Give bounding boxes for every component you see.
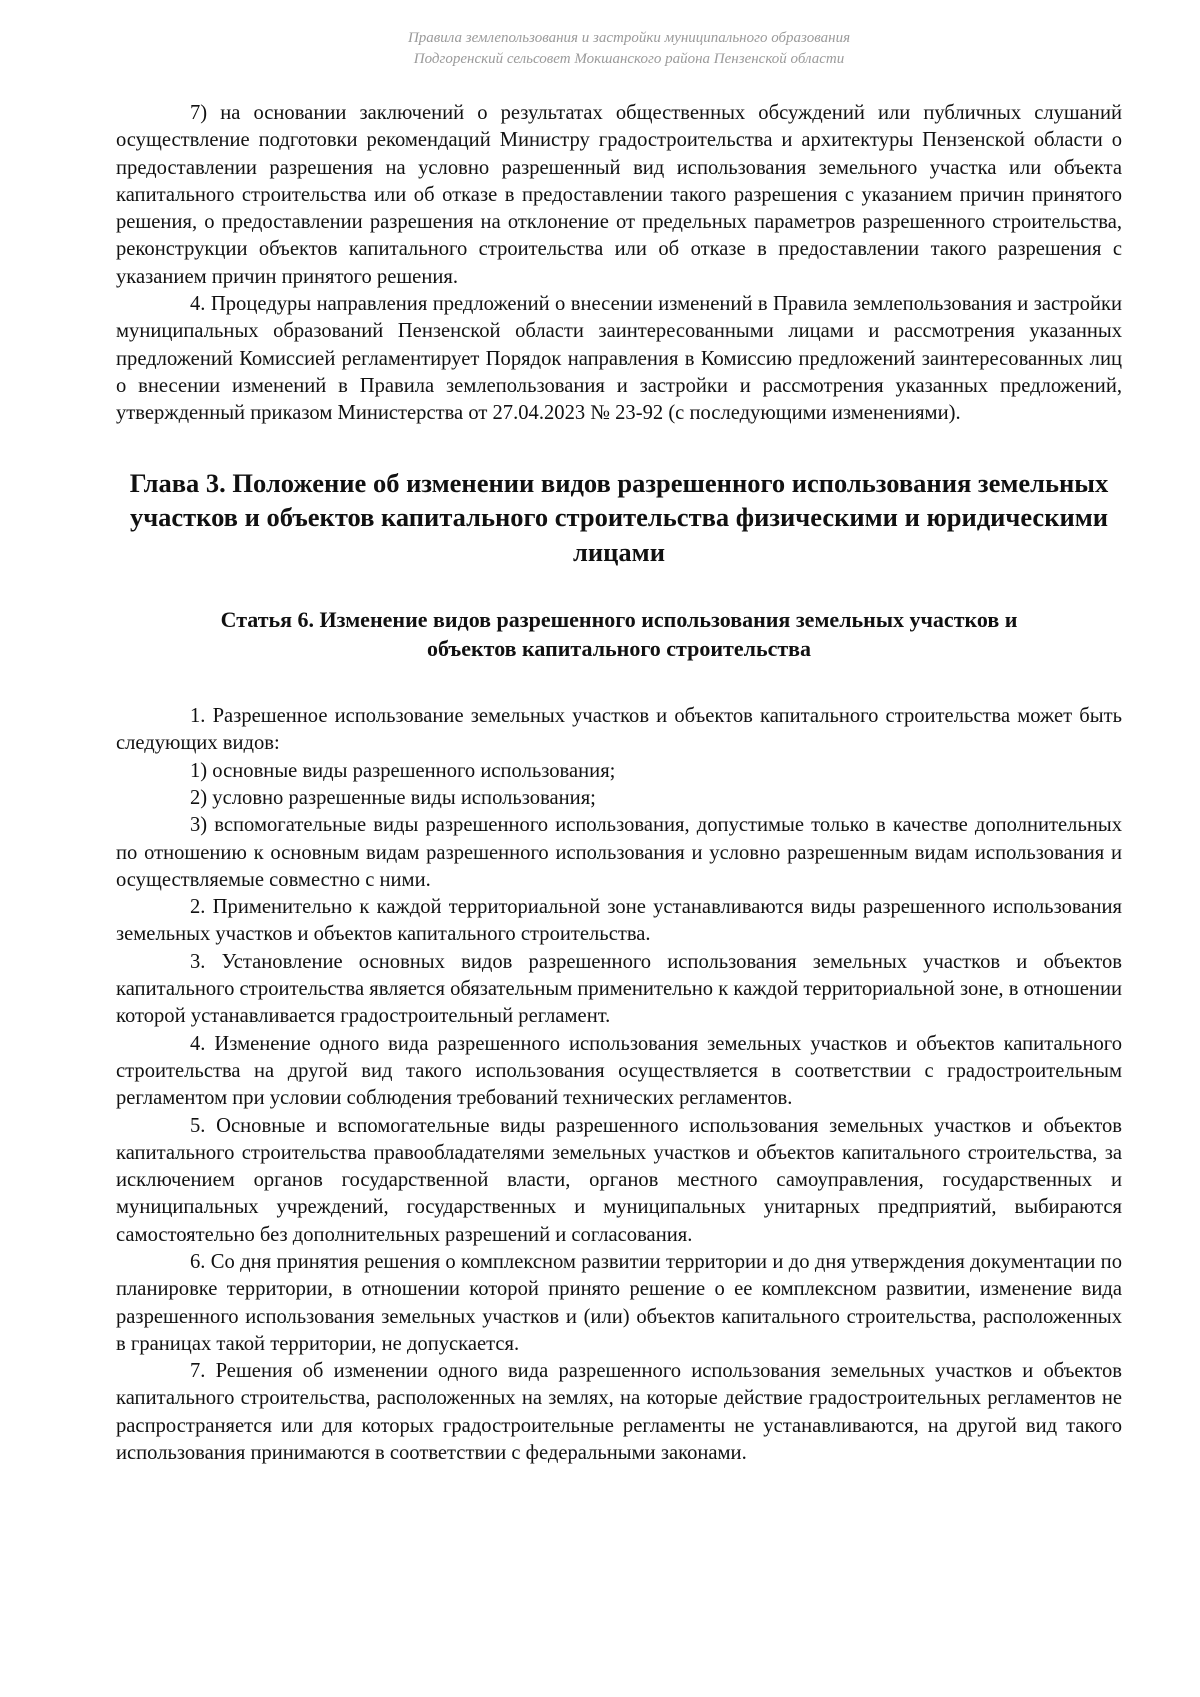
article-title-line-1: Статья 6. Изменение видов разрешенного использования земельных участков и bbox=[220, 607, 1018, 633]
article-title bbox=[116, 605, 1122, 663]
article-list-item-3: 3) вспомогательные виды разрешенного использования, допустимые только в качестве дополнительных по отношению к основным видам разрешенного использования и условно разрешенным видам использования и осуществляемые совместно с ними. bbox=[116, 814, 1122, 891]
article-list-item-2: 2) условно разрешенные виды использования; bbox=[190, 786, 596, 809]
running-header bbox=[116, 28, 1122, 70]
article-list-item-1: 1) основные виды разрешенного использования; bbox=[190, 759, 616, 782]
article-paragraph-1: 1. Разрешенное использование земельных участков и объектов капитального строительства может быть следующих видов: bbox=[116, 705, 1122, 755]
paragraph-section-4: 4. Процедуры направления предложений о внесении изменений в Правила землепользования и застройки муниципальных образований Пензенской области заинтересованными лицами и рассмотрения указанных предложений Комиссией регламентирует Порядок направления в Комиссию предложений заинтересованных лиц о внесении изменений в Правила землепользования и застройки и рассмотрения указанных предложений, утвержденный приказом Министерства от 27.04.2023 № 23-92 (с последующими изменениями). bbox=[116, 293, 1122, 425]
article-paragraph-4: 4. Изменение одного вида разрешенного использования земельных участков и объектов капитального строительства на другой вид такого использования осуществляется в соответствии с градостроительным регламентом при условии соблюдения требований технических регламентов. bbox=[116, 1032, 1122, 1110]
article-paragraph-3: 3. Установление основных видов разрешенного использования земельных участков и объектов капитального строительства является обязательным применительно к каждой территориальной зоне, в отношении которой устанавливается градостроительный регламент. bbox=[116, 950, 1122, 1028]
article-paragraph-5: 5. Основные и вспомогательные виды разрешенного использования земельных участков и объектов капитального строительства правообладателями земельных участков и объектов капитального строительства, за исключением органов государственной власти, органов местного самоуправления, государственных и муниципальных учреждений, государственных и муниципальных унитарных предприятий, выбираются самостоятельно без дополнительных разрешений и согласования. bbox=[116, 1114, 1122, 1246]
running-header-line-1: Правила землепользования и застройки муниципального образования bbox=[407, 30, 851, 46]
paragraph-item-7: 7) на основании заключений о результатах общественных обсуждений или публичных слушаний осуществление подготовки рекомендаций Министру градостроительства и архитектуры Пензенской области о предоставлении разрешения на условно разрешенный вид использования земельного участка или объекта капитального строительства или об отказе в предоставлении такого разрешения с указанием причин принятого решения, о предоставлении разрешения на отклонение от предельных параметров разрешенного строительства, реконструкции объектов капитального строительства или об отказе в предоставлении такого разрешения с указанием причин принятого решения. bbox=[116, 102, 1122, 288]
article-paragraph-7: 7. Решения об изменении одного вида разрешенного использования земельных участков и объектов капитального строительства, расположенных на землях, на которые действие градостроительных регламентов не распространяется или для которых градостроительные регламенты не устанавливаются, на другой вид такого использования принимаются в соответствии с федеральными законами. bbox=[116, 1360, 1122, 1465]
running-header-line-2: Подгоренский сельсовет Мокшанского района Пензенской области bbox=[413, 51, 845, 67]
chapter-title: Глава 3. Положение об изменении видов разрешенного использования земельных участков и объектов капитального строительства физическими и юридическими лицами bbox=[129, 467, 1109, 567]
article-paragraph-2: 2. Применительно к каждой территориальной зоне устанавливаются виды разрешенного использования земельных участков и объектов капитального строительства. bbox=[116, 896, 1122, 946]
article-title-line-2: объектов капитального строительства bbox=[426, 636, 812, 662]
article-paragraph-6: 6. Со дня принятия решения о комплексном развитии территории и до дня утверждения документации по планировке территории, в отношении которой принято решение о ее комплексном развитии, изменение вида разрешенного использования земельных участков и (или) объектов капитального строительства, расположенных в границах такой территории, не допускается. bbox=[116, 1251, 1122, 1355]
